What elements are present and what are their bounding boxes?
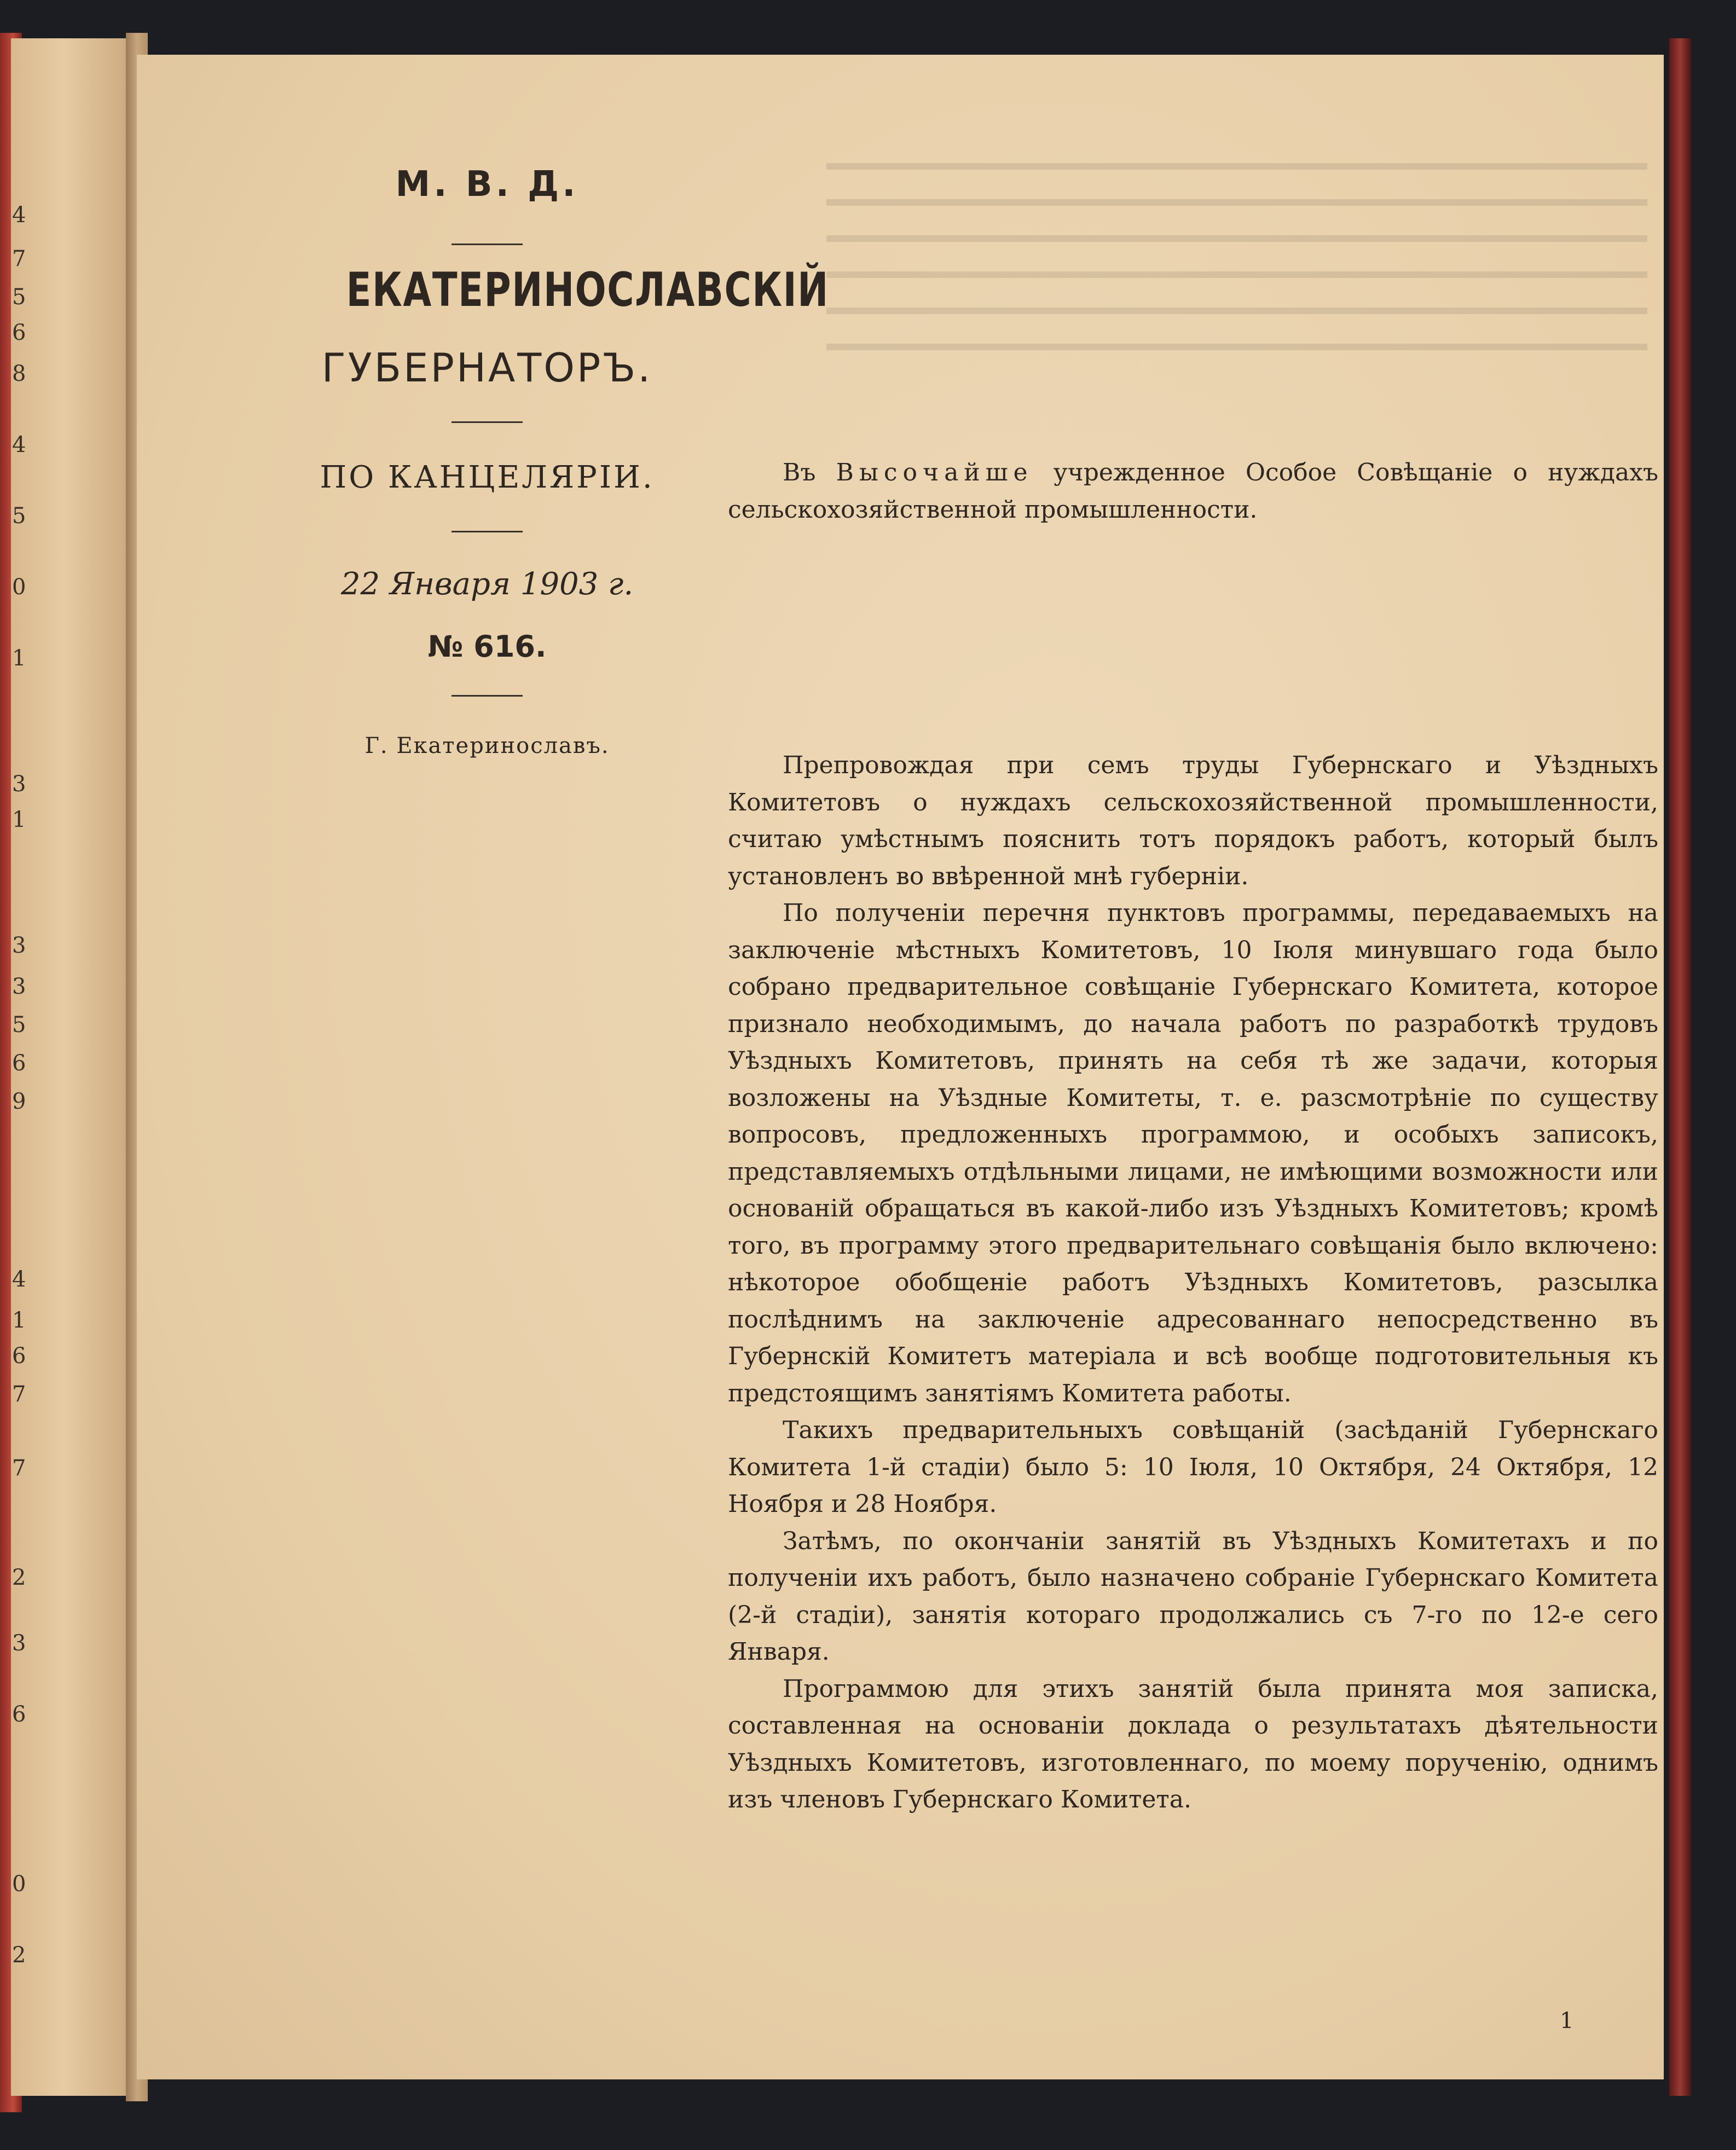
addressee-spaced-word: Высочайше bbox=[836, 459, 1033, 486]
divider-rule bbox=[452, 421, 523, 423]
body-paragraph: Такихъ предварительныхъ совѣщаній (засѣданій Губернскаго Комитета 1-й стадіи) было 5: 10 Іюля, 10 Октября, 24 Октября, 12 Ноября и 28 Ноября. bbox=[728, 1416, 1658, 1518]
margin-number: 1 bbox=[12, 1308, 26, 1333]
show-through-text bbox=[826, 148, 1647, 378]
margin-number: 6 bbox=[12, 1051, 26, 1076]
body-paragraph: Программою для этихъ занятій была принята моя записка, составленная на основаніи доклада о результатахъ дѣятельности Уѣздныхъ Комитетовъ, изготовленнаго, по моему порученію, однимъ изъ членовъ Губернскаго Комитета. bbox=[728, 1674, 1658, 1813]
margin-number: 7 bbox=[12, 246, 26, 271]
margin-number: 4 bbox=[12, 432, 26, 457]
margin-number: 7 bbox=[12, 1456, 26, 1481]
margin-number: 0 bbox=[12, 1871, 26, 1897]
governor-title: ЕКАТЕРИНОСЛАВСКІЙ bbox=[346, 263, 829, 317]
body-paragraph: Затѣмъ, по окончаніи занятій въ Уѣздныхъ Комитетахъ и по полученіи ихъ работъ, было назначено собраніе Губернскаго Комитета (2-й стадіи), занятія котораго продолжались съ 7-го по 12-е сего Января. bbox=[728, 1527, 1658, 1666]
margin-number: 6 bbox=[12, 320, 26, 345]
margin-number: 9 bbox=[12, 1089, 26, 1114]
margin-number: 3 bbox=[12, 933, 26, 958]
document-number: № 616. bbox=[427, 629, 547, 664]
margin-number: 5 bbox=[12, 1012, 26, 1038]
margin-number: 4 bbox=[12, 202, 26, 228]
document-page bbox=[137, 55, 1664, 2079]
addressee-rest: учрежденное Особое Совѣщаніе о нуждахъ сельскохозяйственной промышленности. bbox=[728, 459, 1658, 524]
margin-number: 6 bbox=[12, 1702, 26, 1727]
margin-number: 3 bbox=[12, 772, 26, 797]
left-page bbox=[11, 38, 142, 2096]
book-binding-right bbox=[1669, 38, 1691, 2096]
governor-subtitle: ГУБЕРНАТОРЪ. bbox=[321, 345, 653, 391]
document-date: 22 Января 1903 г. bbox=[340, 566, 634, 602]
divider-rule bbox=[452, 244, 523, 245]
margin-number: 3 bbox=[12, 974, 26, 999]
margin-number: 1 bbox=[12, 646, 26, 671]
office-heading: ПО КАНЦЕЛЯРІИ. bbox=[320, 460, 655, 495]
margin-number: 3 bbox=[12, 1631, 26, 1656]
margin-number: 4 bbox=[12, 1267, 26, 1292]
letter-body bbox=[728, 747, 1658, 1818]
document-city: Г. Екатеринославъ. bbox=[364, 733, 610, 758]
body-paragraph: По полученіи перечня пунктовъ программы, передаваемыхъ на заключеніе мѣстныхъ Комитетовъ, 10 Іюля минувшаго года было собрано предварительное совѣщаніе Губернскаго Комитета, которое признало необходимымъ, до начала работъ по разработкѣ трудовъ Уѣздныхъ Комитетовъ, принять на себя тѣ же задачи, которыя возложены на Уѣздные Комитеты, т. е. разсмотрѣніе по существу вопросовъ, предложенныхъ программою, и особыхъ записокъ, представляемыхъ отдѣльными лицами, не имѣющими возможности или основаній обращаться въ какой-либо изъ Уѣздныхъ Комитетовъ; кромѣ того, въ программу этого предварительнаго совѣщанія было включено: нѣкоторое обобщеніе работъ Уѣздныхъ Комитетовъ, разсылка послѣднимъ на заключеніе адресованнаго непосредственно въ Губернскій Комитетъ матеріала и всѣ вообще подготовительныя къ предстоящимъ занятіямъ Комитета работы. bbox=[728, 899, 1658, 1407]
margin-number: 5 bbox=[12, 503, 26, 529]
divider-rule bbox=[452, 695, 523, 697]
divider-rule bbox=[452, 531, 523, 532]
page-number: 1 bbox=[1560, 2008, 1574, 2033]
margin-number: 8 bbox=[12, 361, 26, 386]
margin-number: 2 bbox=[12, 1943, 26, 1968]
margin-number: 1 bbox=[12, 807, 26, 832]
margin-number: 6 bbox=[12, 1343, 26, 1369]
addressee-prefix: Въ bbox=[783, 459, 816, 486]
margin-number: 7 bbox=[12, 1382, 26, 1407]
margin-number: 2 bbox=[12, 1565, 26, 1590]
addressee bbox=[728, 454, 1658, 529]
body-paragraph: Препровождая при семъ труды Губернскаго и Уѣздныхъ Комитетовъ о нуждахъ сельскохозяйственной промышленности, считаю умѣстнымъ пояснить тотъ порядокъ работъ, который былъ установленъ во ввѣренной мнѣ губерніи. bbox=[728, 751, 1658, 890]
margin-number: 0 bbox=[12, 575, 26, 600]
ministry-heading: М. В. Д. bbox=[395, 164, 579, 205]
margin-number: 5 bbox=[12, 285, 26, 310]
